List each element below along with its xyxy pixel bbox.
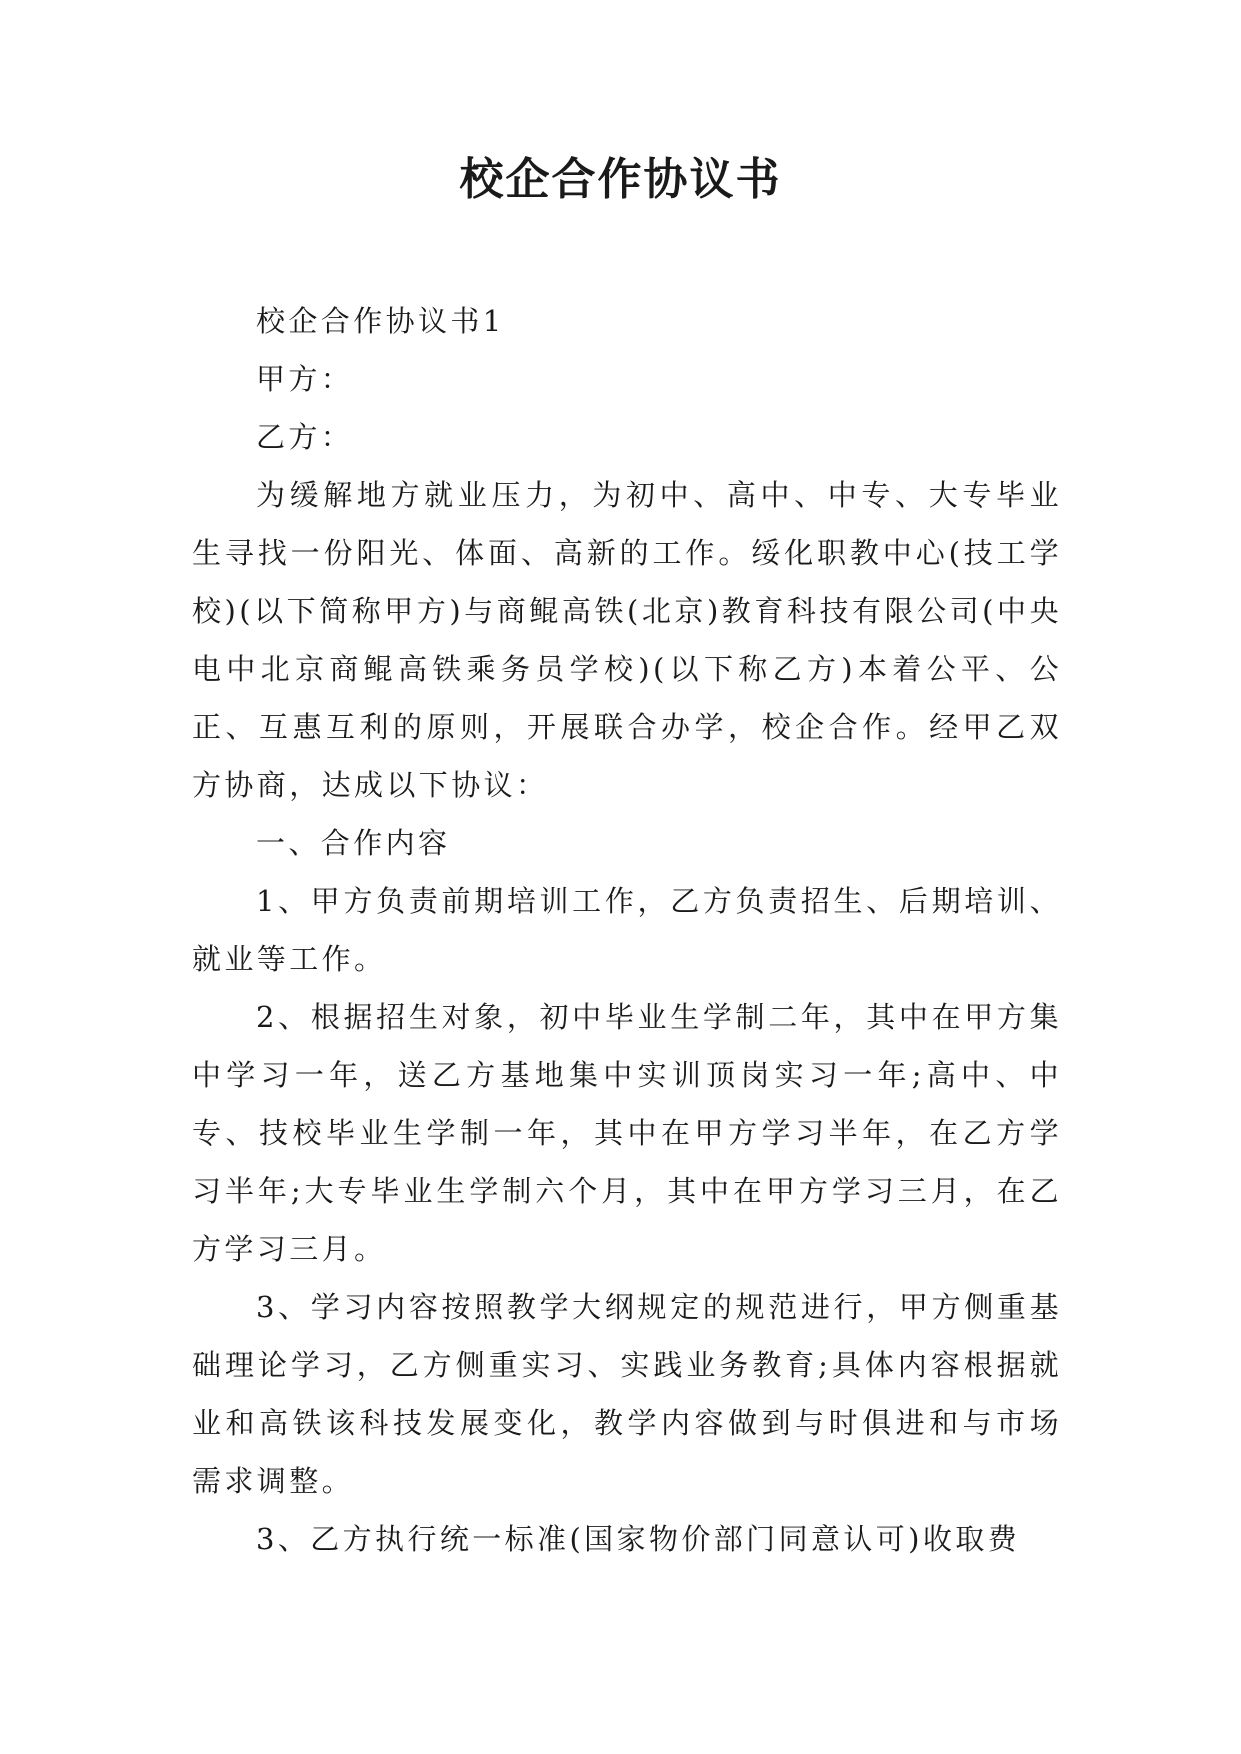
clause-paragraph: 3、乙方执行统一标准(国家物价部门同意认可)收取费 [256, 1522, 1021, 1556]
intro-paragraph: 为缓解地方就业压力，为初中、高中、中专、大专毕业生寻找一份阳光、体面、高新的工作。绥化职教中心(技工学校)(以下简称甲方)与商鲲高铁(北京)教育科技有限公司(中央电中北京商鲲高铁乘务员学校)(以下称乙方)本着公平、公正、互惠互利的原则，开展联合办学，校企合作。经甲乙双方协商，达成以下协议： [192, 478, 1062, 802]
clause-paragraph: 2、根据招生对象，初中毕业生学制二年，其中在甲方集中学习一年，送乙方基地集中实训顶岗实习一年;高中、中专、技校毕业生学制一年，其中在甲方学习半年，在乙方学习半年;大专毕业生学制六个月，其中在甲方学习三月，在乙方学习三月。 [192, 1000, 1062, 1266]
clause-paragraph: 1、甲方负责前期培训工作，乙方负责招生、后期培训、就业等工作。 [192, 884, 1062, 976]
party-a-line: 甲方： [256, 362, 354, 396]
document-title: 校企合作协议书 [459, 154, 782, 205]
clause-paragraph: 3、学习内容按照教学大纲规定的规范进行，甲方侧重基础理论学习，乙方侧重实习、实践业务教育;具体内容根据就业和高铁该科技发展变化，教学内容做到与时俱进和与市场需求调整。 [192, 1290, 1062, 1498]
party-b-line: 乙方： [256, 420, 354, 454]
subtitle-paragraph: 校企合作协议书1 [256, 304, 505, 338]
document-body [192, 292, 1062, 1568]
section-heading: 一、合作内容 [256, 826, 451, 860]
